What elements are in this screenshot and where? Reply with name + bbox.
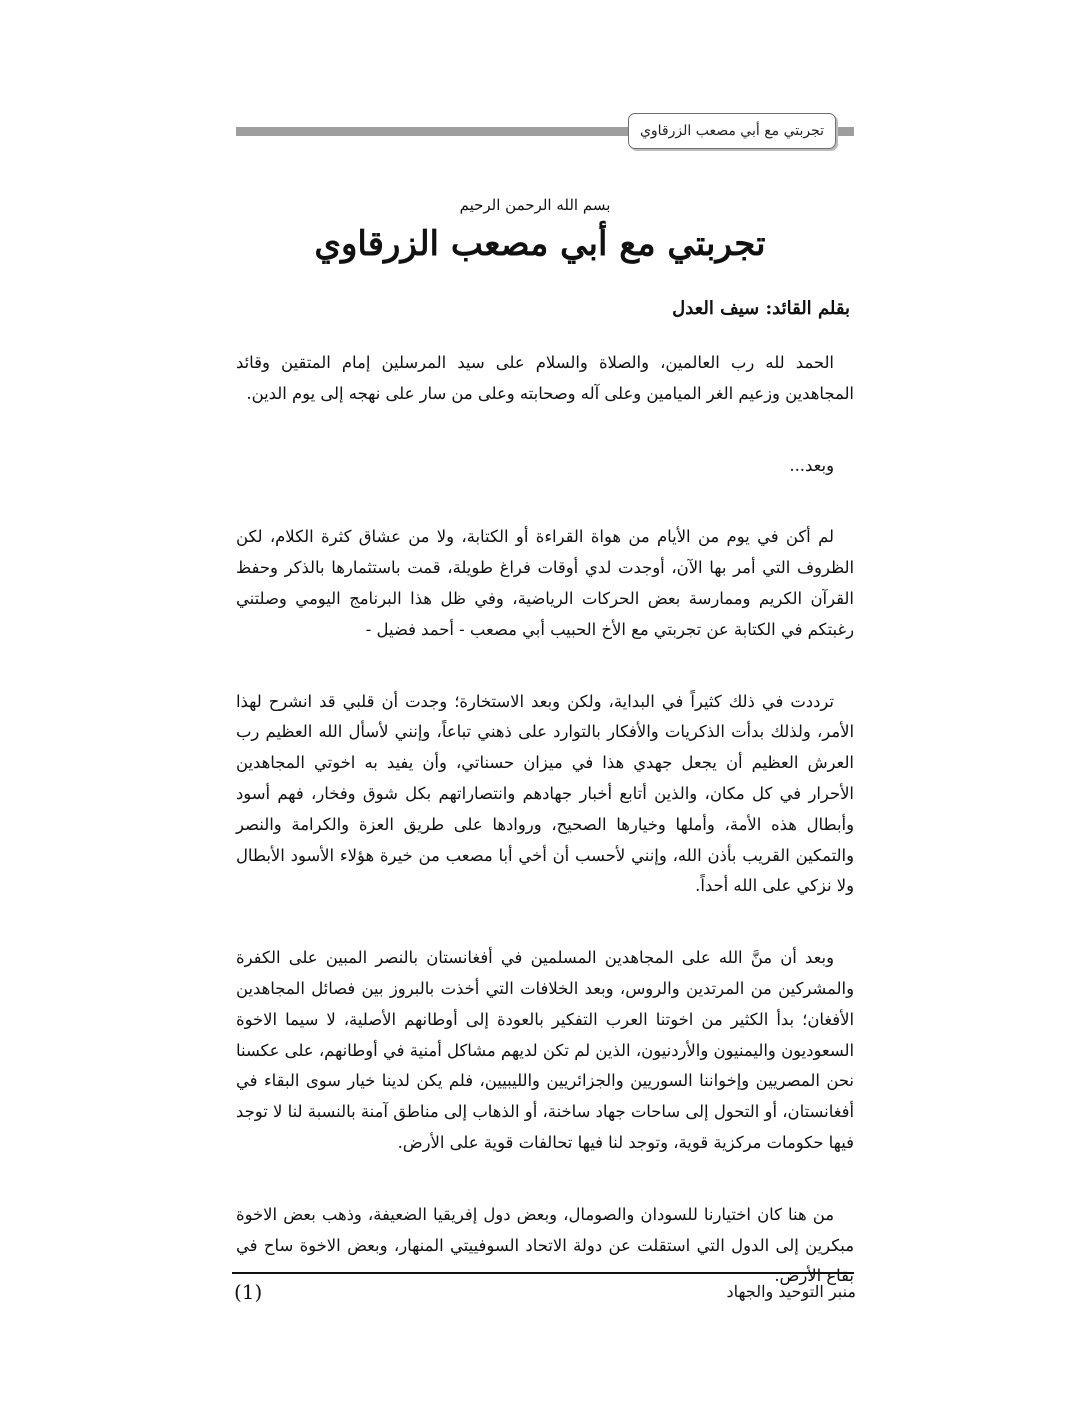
body-text	[236, 348, 854, 1333]
publisher-name: منبر التوحيد والجهاد	[726, 1282, 856, 1301]
paragraph-wabaad: وبعد...	[789, 455, 834, 475]
author-line: بقلم القائد: سيف العدل	[672, 298, 850, 319]
paragraph-opening: الحمد لله رب العالمين، والصلاة والسلام على سيد المرسلين إمام المتقين وقائد المجاهدين وزعيم الغر الميامين وعلى آله وصحابته وعلى من سار على نهجه إلى يوم الدين.	[236, 353, 854, 403]
paragraph: من هنا كان اختيارنا للسودان والصومال، وبعض دول إفريقيا الضعيفة، وذهب بعض الاخوة مبكرين إلى الدول التي استقلت عن دولة الاتحاد السوفييتي المنهار، وبعض الاخوة ساح في بقاع الأرض.	[236, 1204, 854, 1286]
paragraph: ترددت في ذلك كثيراً في البداية، ولكن وبعد الاستخارة؛ وجدت أن قلبي قد انشرح لهذا الأمر، ولذلك بدأت الذكريات والأفكار بالتوارد على ذهني تباعاً، وإنني لأسأل الله العظيم رب العرش العظيم أن يجعل جهدي هذا في ميزان حسناتي، وأن يفيد به اخوتي المجاهدين الأحرار في كل مكان، والذين أتابع أخبار جهادهم وانتصاراتهم بكل شوق وفخار، فهم أسود وأبطال هذه الأمة، وأملها وخيارها الصحيح، وروادها على طريق العزة والكرامة والنصر والتمكين القريب بأذن الله، وإنني لأحسب أن أخي أبا مصعب من خيرة هؤلاء الأسود الأبطال ولا نزكي على الله أحداً.	[236, 691, 854, 896]
page-number: (1)	[234, 1280, 263, 1304]
running-header-title: تجربتي مع أبي مصعب الزرقاوي	[639, 123, 825, 139]
paragraph: وبعد أن منَّ الله على المجاهدين المسلمين في أفغانستان بالنصر المبين على الكفرة والمشركين من المرتدين والروس، وبعد الخلافات التي أخذت بالبروز بين فصائل المجاهدين الأفغان؛ بدأ الكثير من اخوتنا العرب التفكير بالعودة إلى أوطانهم الأصلية، لا سيما الاخوة السعوديون واليمنيون والأردنيون، الذين لم تكن لديهم مشاكل أمنية في أوطانهم، على عكسنا نحن المصريين وإخواننا السوريين والجزائريين والليبيين، فلم يكن لدينا خيار سوى البقاء في أفغانستان، أو التحول إلى ساحات جهاد ساخنة، أو الذهاب إلى مناطق آمنة بالنسبة لنا لا توجد فيها حكومات مركزية قوية، وتوجد لنا فيها تحالفات قوية على الأرض.	[236, 948, 854, 1152]
footer-rule	[232, 1272, 854, 1274]
document-title: تجربتي مع أبي مصعب الزرقاوي	[314, 224, 766, 264]
paragraph: لم أكن في يوم من الأيام من هواة القراءة أو الكتابة، ولا من عشاق كثرة الكلام، لكن الظروف التي أمر بها الآن، أوجدت لدي أوقات فراغ طويلة، قمت باستثمارها بالذكر وحفظ القرآن الكريم وممارسة بعض الحركات الرياضية، وفي ظل هذا البرنامج اليومي وصلتني رغبتكم في الكتابة عن تجربتي مع الأخ الحبيب أبي مصعب - أحمد فضيل -	[236, 527, 854, 639]
basmala: بسم الله الرحمن الرحيم	[459, 196, 611, 214]
running-header	[628, 113, 836, 149]
